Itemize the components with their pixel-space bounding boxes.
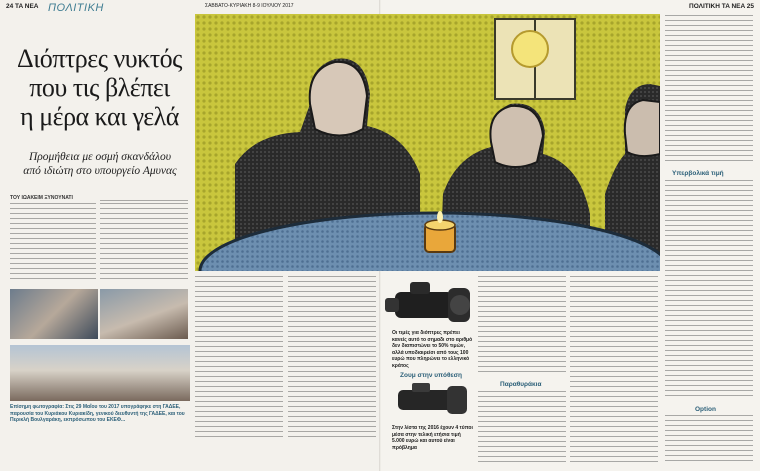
- dateline: ΣΑΒΒΑΤΟ-ΚΥΡΙΑΚΗ 8-9 ΙΟΥΛΙΟΥ 2017: [205, 3, 294, 9]
- body-column: [195, 276, 283, 441]
- body-column: [478, 391, 566, 466]
- goggles-image: [392, 378, 472, 420]
- subhead-line: από ιδιώτη στο υπουργείο Αμυνας: [23, 165, 177, 177]
- body-column: [665, 180, 753, 400]
- body-column: [665, 15, 753, 165]
- right-folio: ΠΟΛΙΤΙΚΗ TA NEA 25: [689, 3, 754, 10]
- subheading: Υπερβολικά τιμή: [672, 170, 724, 177]
- headline-line: Διόπτρες νυκτός: [17, 44, 182, 73]
- signing-photo: [10, 345, 190, 401]
- night-scope-icon: [380, 272, 475, 332]
- popart-illustration: [195, 14, 660, 271]
- body-column: [288, 276, 376, 441]
- goggles-icon: [392, 378, 472, 420]
- headline-line: που τις βλέπει: [29, 73, 170, 102]
- body-column: [100, 203, 188, 283]
- subheading: Ζουμ στην υπόθεση: [400, 372, 462, 379]
- body-column: [665, 415, 753, 465]
- byline: ΤΟΥ ΙΩΑΚΕΙΜ ΞΥΝΟΥΝΑΤΙ: [10, 195, 73, 201]
- body-column: [10, 203, 96, 283]
- body-column: [100, 200, 188, 203]
- left-folio: 24 TA NEA: [6, 3, 39, 10]
- device-caption: Στην λίστα της 2016 έχουν 4 τύποι μέσα στην τελική ετήσια τιμή 5.000 ευρώ και αυτού είναι πρόβλημα: [392, 425, 473, 451]
- photo-caption: Επίσημη φωτογραφία: Στις 29 Μαΐου του 2017 υπογράφηκε στη ΓΑΔΕΕ, παρουσία του Κυριάκου Κυριακίδη, γενικού διευθυντή της ΓΑΔΕΕ, και του Περικλή Βουλγαράκη, εκπρόσωπου του ΕΚΕΦ...: [10, 404, 185, 423]
- headline: [8, 44, 191, 131]
- headline-line: η μέρα και γελά: [20, 102, 179, 131]
- device-caption: Οι τιμές για διόπτρες πρέπει κανείς αυτό το σημαδι στο αριθμό δεν διαπιστώνει το 50% τιμών, αλλά υποδιαιρείσι από τους 100 ευρώ που πληρώνει το ελληνικό κράτος: [392, 330, 473, 369]
- section-tag: ΠΟΛΙΤΙΚΗ: [48, 2, 104, 14]
- meeting-photo: [100, 289, 188, 339]
- subhead-line: Προμήθεια με οσμή σκανδάλου: [28, 151, 171, 163]
- illustration-svg: [195, 14, 660, 271]
- night-scope-image: [380, 272, 475, 332]
- body-column: [570, 276, 658, 466]
- meeting-photo: [10, 289, 98, 339]
- subheading: Παραθυράκια: [500, 381, 542, 388]
- subheading: Option: [695, 406, 716, 413]
- subhead: [10, 150, 190, 178]
- body-column: [478, 276, 566, 376]
